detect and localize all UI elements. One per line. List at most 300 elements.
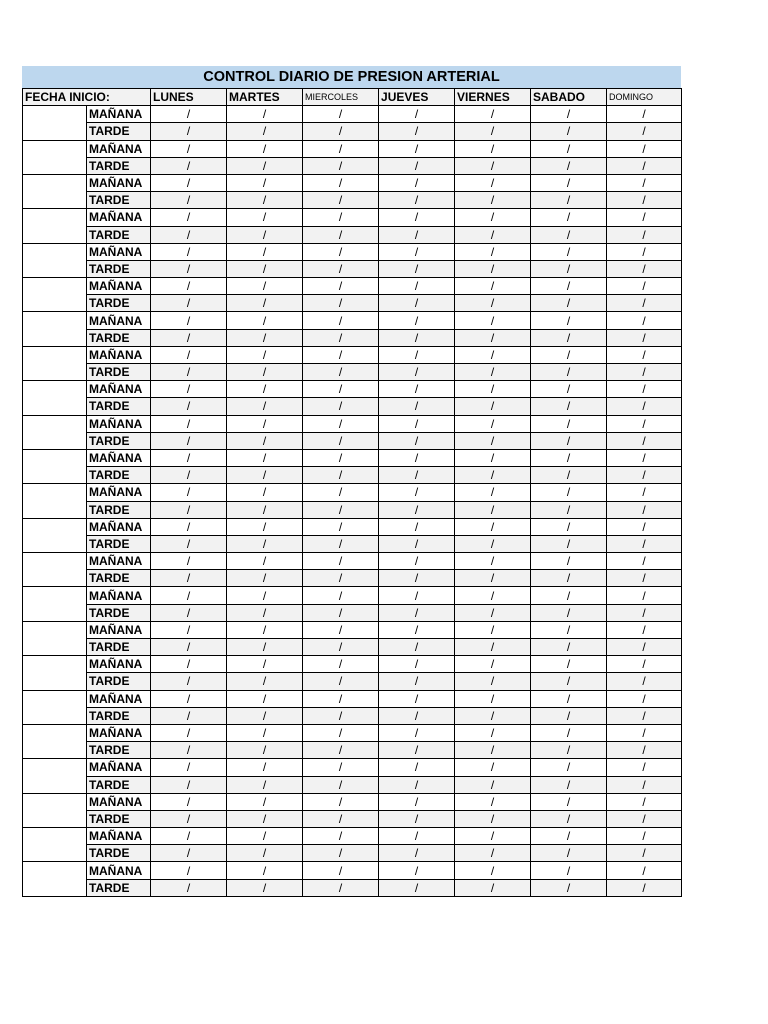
pressure-cell[interactable]: /	[455, 123, 531, 140]
pressure-cell[interactable]: /	[455, 381, 531, 398]
pressure-cell[interactable]: /	[607, 759, 682, 776]
pressure-cell[interactable]: /	[227, 398, 303, 415]
week-date-cell[interactable]	[23, 621, 87, 655]
pressure-cell[interactable]: /	[151, 604, 227, 621]
pressure-cell[interactable]: /	[227, 724, 303, 741]
pressure-cell[interactable]: /	[455, 810, 531, 827]
pressure-cell[interactable]: /	[303, 157, 379, 174]
pressure-cell[interactable]: /	[607, 346, 682, 363]
pressure-cell[interactable]: /	[531, 621, 607, 638]
pressure-cell[interactable]: /	[455, 209, 531, 226]
pressure-cell[interactable]: /	[227, 209, 303, 226]
pressure-cell[interactable]: /	[379, 570, 455, 587]
pressure-cell[interactable]: /	[531, 381, 607, 398]
pressure-cell[interactable]: /	[531, 776, 607, 793]
pressure-cell[interactable]: /	[531, 673, 607, 690]
pressure-cell[interactable]: /	[531, 759, 607, 776]
pressure-cell[interactable]: /	[303, 484, 379, 501]
pressure-cell[interactable]: /	[379, 793, 455, 810]
pressure-cell[interactable]: /	[455, 690, 531, 707]
pressure-cell[interactable]: /	[531, 157, 607, 174]
pressure-cell[interactable]: /	[227, 879, 303, 896]
pressure-cell[interactable]: /	[607, 140, 682, 157]
pressure-cell[interactable]: /	[531, 123, 607, 140]
pressure-cell[interactable]: /	[303, 862, 379, 879]
week-date-cell[interactable]	[23, 140, 87, 174]
pressure-cell[interactable]: /	[531, 553, 607, 570]
week-date-cell[interactable]	[23, 724, 87, 758]
pressure-cell[interactable]: /	[379, 776, 455, 793]
pressure-cell[interactable]: /	[227, 828, 303, 845]
pressure-cell[interactable]: /	[607, 260, 682, 277]
pressure-cell[interactable]: /	[455, 312, 531, 329]
pressure-cell[interactable]: /	[151, 690, 227, 707]
pressure-cell[interactable]: /	[607, 192, 682, 209]
pressure-cell[interactable]: /	[379, 157, 455, 174]
pressure-cell[interactable]: /	[607, 862, 682, 879]
pressure-cell[interactable]: /	[151, 639, 227, 656]
pressure-cell[interactable]: /	[379, 845, 455, 862]
pressure-cell[interactable]: /	[379, 484, 455, 501]
pressure-cell[interactable]: /	[607, 570, 682, 587]
pressure-cell[interactable]: /	[151, 587, 227, 604]
pressure-cell[interactable]: /	[531, 398, 607, 415]
pressure-cell[interactable]: /	[455, 862, 531, 879]
pressure-cell[interactable]: /	[151, 621, 227, 638]
pressure-cell[interactable]: /	[303, 828, 379, 845]
pressure-cell[interactable]: /	[227, 690, 303, 707]
pressure-cell[interactable]: /	[607, 690, 682, 707]
week-date-cell[interactable]	[23, 793, 87, 827]
pressure-cell[interactable]: /	[151, 243, 227, 260]
pressure-cell[interactable]: /	[151, 724, 227, 741]
pressure-cell[interactable]: /	[455, 656, 531, 673]
pressure-cell[interactable]: /	[227, 346, 303, 363]
pressure-cell[interactable]: /	[227, 157, 303, 174]
pressure-cell[interactable]: /	[455, 140, 531, 157]
pressure-cell[interactable]: /	[227, 759, 303, 776]
pressure-cell[interactable]: /	[607, 724, 682, 741]
pressure-cell[interactable]: /	[151, 845, 227, 862]
pressure-cell[interactable]: /	[303, 656, 379, 673]
pressure-cell[interactable]: /	[607, 793, 682, 810]
pressure-cell[interactable]: /	[151, 742, 227, 759]
pressure-cell[interactable]: /	[607, 879, 682, 896]
pressure-cell[interactable]: /	[379, 518, 455, 535]
pressure-cell[interactable]: /	[151, 346, 227, 363]
pressure-cell[interactable]: /	[151, 226, 227, 243]
pressure-cell[interactable]: /	[455, 106, 531, 123]
pressure-cell[interactable]: /	[455, 484, 531, 501]
pressure-cell[interactable]: /	[303, 759, 379, 776]
pressure-cell[interactable]: /	[151, 398, 227, 415]
pressure-cell[interactable]: /	[607, 776, 682, 793]
pressure-cell[interactable]: /	[227, 243, 303, 260]
pressure-cell[interactable]: /	[227, 260, 303, 277]
pressure-cell[interactable]: /	[379, 329, 455, 346]
pressure-cell[interactable]: /	[227, 106, 303, 123]
pressure-cell[interactable]: /	[379, 106, 455, 123]
pressure-cell[interactable]: /	[379, 364, 455, 381]
week-date-cell[interactable]	[23, 209, 87, 243]
pressure-cell[interactable]: /	[531, 226, 607, 243]
pressure-cell[interactable]: /	[227, 192, 303, 209]
pressure-cell[interactable]: /	[607, 106, 682, 123]
pressure-cell[interactable]: /	[151, 415, 227, 432]
pressure-cell[interactable]: /	[607, 123, 682, 140]
pressure-cell[interactable]: /	[455, 793, 531, 810]
pressure-cell[interactable]: /	[151, 260, 227, 277]
pressure-cell[interactable]: /	[303, 381, 379, 398]
pressure-cell[interactable]: /	[227, 707, 303, 724]
pressure-cell[interactable]: /	[531, 879, 607, 896]
pressure-cell[interactable]: /	[303, 707, 379, 724]
pressure-cell[interactable]: /	[379, 346, 455, 363]
pressure-cell[interactable]: /	[227, 432, 303, 449]
pressure-cell[interactable]: /	[531, 587, 607, 604]
pressure-cell[interactable]: /	[227, 140, 303, 157]
pressure-cell[interactable]: /	[531, 278, 607, 295]
pressure-cell[interactable]: /	[303, 553, 379, 570]
pressure-cell[interactable]: /	[455, 879, 531, 896]
pressure-cell[interactable]: /	[303, 364, 379, 381]
pressure-cell[interactable]: /	[227, 123, 303, 140]
pressure-cell[interactable]: /	[531, 639, 607, 656]
pressure-cell[interactable]: /	[227, 329, 303, 346]
pressure-cell[interactable]: /	[151, 106, 227, 123]
pressure-cell[interactable]: /	[455, 329, 531, 346]
pressure-cell[interactable]: /	[303, 295, 379, 312]
pressure-cell[interactable]: /	[227, 312, 303, 329]
pressure-cell[interactable]: /	[455, 776, 531, 793]
week-date-cell[interactable]	[23, 415, 87, 449]
pressure-cell[interactable]: /	[227, 226, 303, 243]
pressure-cell[interactable]: /	[455, 346, 531, 363]
pressure-cell[interactable]: /	[303, 690, 379, 707]
pressure-cell[interactable]: /	[379, 862, 455, 879]
pressure-cell[interactable]: /	[151, 793, 227, 810]
pressure-cell[interactable]: /	[227, 278, 303, 295]
pressure-cell[interactable]: /	[455, 260, 531, 277]
pressure-cell[interactable]: /	[227, 553, 303, 570]
pressure-cell[interactable]: /	[455, 278, 531, 295]
pressure-cell[interactable]: /	[531, 604, 607, 621]
pressure-cell[interactable]: /	[303, 192, 379, 209]
pressure-cell[interactable]: /	[227, 570, 303, 587]
pressure-cell[interactable]: /	[455, 192, 531, 209]
pressure-cell[interactable]: /	[303, 312, 379, 329]
pressure-cell[interactable]: /	[227, 621, 303, 638]
pressure-cell[interactable]: /	[151, 570, 227, 587]
pressure-cell[interactable]: /	[151, 467, 227, 484]
pressure-cell[interactable]: /	[455, 501, 531, 518]
pressure-cell[interactable]: /	[531, 329, 607, 346]
pressure-cell[interactable]: /	[151, 381, 227, 398]
pressure-cell[interactable]: /	[303, 398, 379, 415]
pressure-cell[interactable]: /	[607, 828, 682, 845]
pressure-cell[interactable]: /	[303, 467, 379, 484]
pressure-cell[interactable]: /	[227, 656, 303, 673]
pressure-cell[interactable]: /	[455, 673, 531, 690]
pressure-cell[interactable]: /	[303, 346, 379, 363]
pressure-cell[interactable]: /	[303, 174, 379, 191]
pressure-cell[interactable]: /	[607, 673, 682, 690]
pressure-cell[interactable]: /	[531, 793, 607, 810]
pressure-cell[interactable]: /	[455, 174, 531, 191]
pressure-cell[interactable]: /	[531, 364, 607, 381]
pressure-cell[interactable]: /	[303, 879, 379, 896]
pressure-cell[interactable]: /	[607, 329, 682, 346]
pressure-cell[interactable]: /	[531, 656, 607, 673]
pressure-cell[interactable]: /	[303, 518, 379, 535]
pressure-cell[interactable]: /	[379, 587, 455, 604]
pressure-cell[interactable]: /	[531, 862, 607, 879]
pressure-cell[interactable]: /	[531, 690, 607, 707]
pressure-cell[interactable]: /	[607, 587, 682, 604]
pressure-cell[interactable]: /	[379, 398, 455, 415]
pressure-cell[interactable]: /	[227, 449, 303, 466]
pressure-cell[interactable]: /	[531, 467, 607, 484]
pressure-cell[interactable]: /	[227, 501, 303, 518]
week-date-cell[interactable]	[23, 828, 87, 862]
pressure-cell[interactable]: /	[379, 174, 455, 191]
pressure-cell[interactable]: /	[151, 656, 227, 673]
pressure-cell[interactable]: /	[227, 604, 303, 621]
pressure-cell[interactable]: /	[531, 724, 607, 741]
pressure-cell[interactable]: /	[607, 742, 682, 759]
pressure-cell[interactable]: /	[607, 398, 682, 415]
pressure-cell[interactable]: /	[151, 810, 227, 827]
pressure-cell[interactable]: /	[531, 192, 607, 209]
pressure-cell[interactable]: /	[379, 140, 455, 157]
pressure-cell[interactable]: /	[531, 707, 607, 724]
pressure-cell[interactable]: /	[455, 742, 531, 759]
pressure-cell[interactable]: /	[303, 742, 379, 759]
pressure-cell[interactable]: /	[379, 759, 455, 776]
pressure-cell[interactable]: /	[379, 690, 455, 707]
pressure-cell[interactable]: /	[455, 759, 531, 776]
pressure-cell[interactable]: /	[303, 570, 379, 587]
pressure-cell[interactable]: /	[379, 243, 455, 260]
pressure-cell[interactable]: /	[531, 570, 607, 587]
pressure-cell[interactable]: /	[607, 243, 682, 260]
pressure-cell[interactable]: /	[151, 673, 227, 690]
pressure-cell[interactable]: /	[531, 432, 607, 449]
pressure-cell[interactable]: /	[455, 398, 531, 415]
pressure-cell[interactable]: /	[303, 776, 379, 793]
pressure-cell[interactable]: /	[379, 656, 455, 673]
pressure-cell[interactable]: /	[227, 639, 303, 656]
week-date-cell[interactable]	[23, 656, 87, 690]
week-date-cell[interactable]	[23, 518, 87, 552]
pressure-cell[interactable]: /	[455, 639, 531, 656]
pressure-cell[interactable]: /	[455, 467, 531, 484]
pressure-cell[interactable]: /	[303, 639, 379, 656]
pressure-cell[interactable]: /	[227, 415, 303, 432]
pressure-cell[interactable]: /	[227, 467, 303, 484]
pressure-cell[interactable]: /	[455, 570, 531, 587]
pressure-cell[interactable]: /	[607, 621, 682, 638]
week-date-cell[interactable]	[23, 174, 87, 208]
pressure-cell[interactable]: /	[303, 724, 379, 741]
pressure-cell[interactable]: /	[151, 553, 227, 570]
pressure-cell[interactable]: /	[455, 828, 531, 845]
pressure-cell[interactable]: /	[531, 484, 607, 501]
pressure-cell[interactable]: /	[151, 879, 227, 896]
pressure-cell[interactable]: /	[531, 243, 607, 260]
pressure-cell[interactable]: /	[379, 553, 455, 570]
pressure-cell[interactable]: /	[455, 226, 531, 243]
pressure-cell[interactable]: /	[227, 673, 303, 690]
pressure-cell[interactable]: /	[531, 449, 607, 466]
week-date-cell[interactable]	[23, 484, 87, 518]
week-date-cell[interactable]	[23, 759, 87, 793]
pressure-cell[interactable]: /	[531, 312, 607, 329]
pressure-cell[interactable]: /	[531, 518, 607, 535]
pressure-cell[interactable]: /	[303, 243, 379, 260]
pressure-cell[interactable]: /	[303, 501, 379, 518]
pressure-cell[interactable]: /	[455, 707, 531, 724]
pressure-cell[interactable]: /	[607, 518, 682, 535]
pressure-cell[interactable]: /	[455, 415, 531, 432]
pressure-cell[interactable]: /	[607, 449, 682, 466]
pressure-cell[interactable]: /	[455, 587, 531, 604]
pressure-cell[interactable]: /	[379, 604, 455, 621]
pressure-cell[interactable]: /	[607, 656, 682, 673]
pressure-cell[interactable]: /	[303, 449, 379, 466]
pressure-cell[interactable]: /	[303, 845, 379, 862]
pressure-cell[interactable]: /	[227, 295, 303, 312]
pressure-cell[interactable]: /	[151, 157, 227, 174]
pressure-cell[interactable]: /	[455, 243, 531, 260]
pressure-cell[interactable]: /	[455, 553, 531, 570]
pressure-cell[interactable]: /	[151, 484, 227, 501]
pressure-cell[interactable]: /	[531, 260, 607, 277]
week-date-cell[interactable]	[23, 449, 87, 483]
pressure-cell[interactable]: /	[303, 226, 379, 243]
pressure-cell[interactable]: /	[379, 639, 455, 656]
pressure-cell[interactable]: /	[227, 810, 303, 827]
pressure-cell[interactable]: /	[379, 260, 455, 277]
pressure-cell[interactable]: /	[607, 707, 682, 724]
pressure-cell[interactable]: /	[151, 364, 227, 381]
pressure-cell[interactable]: /	[379, 501, 455, 518]
pressure-cell[interactable]: /	[227, 587, 303, 604]
pressure-cell[interactable]: /	[379, 192, 455, 209]
pressure-cell[interactable]: /	[303, 209, 379, 226]
pressure-cell[interactable]: /	[151, 209, 227, 226]
pressure-cell[interactable]: /	[607, 553, 682, 570]
pressure-cell[interactable]: /	[379, 278, 455, 295]
pressure-cell[interactable]: /	[303, 260, 379, 277]
pressure-cell[interactable]: /	[151, 312, 227, 329]
pressure-cell[interactable]: /	[151, 123, 227, 140]
pressure-cell[interactable]: /	[607, 312, 682, 329]
pressure-cell[interactable]: /	[531, 501, 607, 518]
pressure-cell[interactable]: /	[455, 157, 531, 174]
pressure-cell[interactable]: /	[531, 106, 607, 123]
pressure-cell[interactable]: /	[379, 226, 455, 243]
pressure-cell[interactable]: /	[455, 518, 531, 535]
pressure-cell[interactable]: /	[607, 226, 682, 243]
pressure-cell[interactable]: /	[379, 123, 455, 140]
pressure-cell[interactable]: /	[227, 535, 303, 552]
pressure-cell[interactable]: /	[531, 828, 607, 845]
pressure-cell[interactable]: /	[607, 484, 682, 501]
pressure-cell[interactable]: /	[607, 535, 682, 552]
pressure-cell[interactable]: /	[607, 639, 682, 656]
pressure-cell[interactable]: /	[455, 364, 531, 381]
pressure-cell[interactable]: /	[227, 484, 303, 501]
pressure-cell[interactable]: /	[455, 535, 531, 552]
pressure-cell[interactable]: /	[303, 106, 379, 123]
pressure-cell[interactable]: /	[303, 432, 379, 449]
pressure-cell[interactable]: /	[531, 415, 607, 432]
pressure-cell[interactable]: /	[151, 759, 227, 776]
pressure-cell[interactable]: /	[531, 346, 607, 363]
pressure-cell[interactable]: /	[607, 278, 682, 295]
pressure-cell[interactable]: /	[227, 364, 303, 381]
pressure-cell[interactable]: /	[607, 845, 682, 862]
pressure-cell[interactable]: /	[379, 707, 455, 724]
pressure-cell[interactable]: /	[151, 449, 227, 466]
week-date-cell[interactable]	[23, 381, 87, 415]
pressure-cell[interactable]: /	[531, 845, 607, 862]
pressure-cell[interactable]: /	[607, 381, 682, 398]
pressure-cell[interactable]: /	[227, 776, 303, 793]
pressure-cell[interactable]: /	[303, 415, 379, 432]
week-date-cell[interactable]	[23, 587, 87, 621]
week-date-cell[interactable]	[23, 553, 87, 587]
pressure-cell[interactable]: /	[607, 209, 682, 226]
week-date-cell[interactable]	[23, 862, 87, 896]
pressure-cell[interactable]: /	[455, 845, 531, 862]
pressure-cell[interactable]: /	[227, 845, 303, 862]
pressure-cell[interactable]: /	[607, 174, 682, 191]
pressure-cell[interactable]: /	[607, 295, 682, 312]
pressure-cell[interactable]: /	[531, 174, 607, 191]
pressure-cell[interactable]: /	[303, 140, 379, 157]
pressure-cell[interactable]: /	[455, 724, 531, 741]
pressure-cell[interactable]: /	[379, 415, 455, 432]
pressure-cell[interactable]: /	[227, 862, 303, 879]
week-date-cell[interactable]	[23, 106, 87, 140]
pressure-cell[interactable]: /	[151, 329, 227, 346]
pressure-cell[interactable]: /	[151, 278, 227, 295]
pressure-cell[interactable]: /	[379, 810, 455, 827]
pressure-cell[interactable]: /	[227, 381, 303, 398]
pressure-cell[interactable]: /	[531, 535, 607, 552]
pressure-cell[interactable]: /	[303, 587, 379, 604]
week-date-cell[interactable]	[23, 243, 87, 277]
pressure-cell[interactable]: /	[303, 810, 379, 827]
pressure-cell[interactable]: /	[607, 810, 682, 827]
pressure-cell[interactable]: /	[151, 295, 227, 312]
pressure-cell[interactable]: /	[151, 518, 227, 535]
pressure-cell[interactable]: /	[151, 432, 227, 449]
pressure-cell[interactable]: /	[303, 621, 379, 638]
pressure-cell[interactable]: /	[455, 621, 531, 638]
pressure-cell[interactable]: /	[607, 501, 682, 518]
pressure-cell[interactable]: /	[151, 535, 227, 552]
week-date-cell[interactable]	[23, 346, 87, 380]
pressure-cell[interactable]: /	[303, 329, 379, 346]
pressure-cell[interactable]: /	[379, 535, 455, 552]
pressure-cell[interactable]: /	[227, 174, 303, 191]
pressure-cell[interactable]: /	[607, 157, 682, 174]
pressure-cell[interactable]: /	[151, 828, 227, 845]
pressure-cell[interactable]: /	[227, 793, 303, 810]
